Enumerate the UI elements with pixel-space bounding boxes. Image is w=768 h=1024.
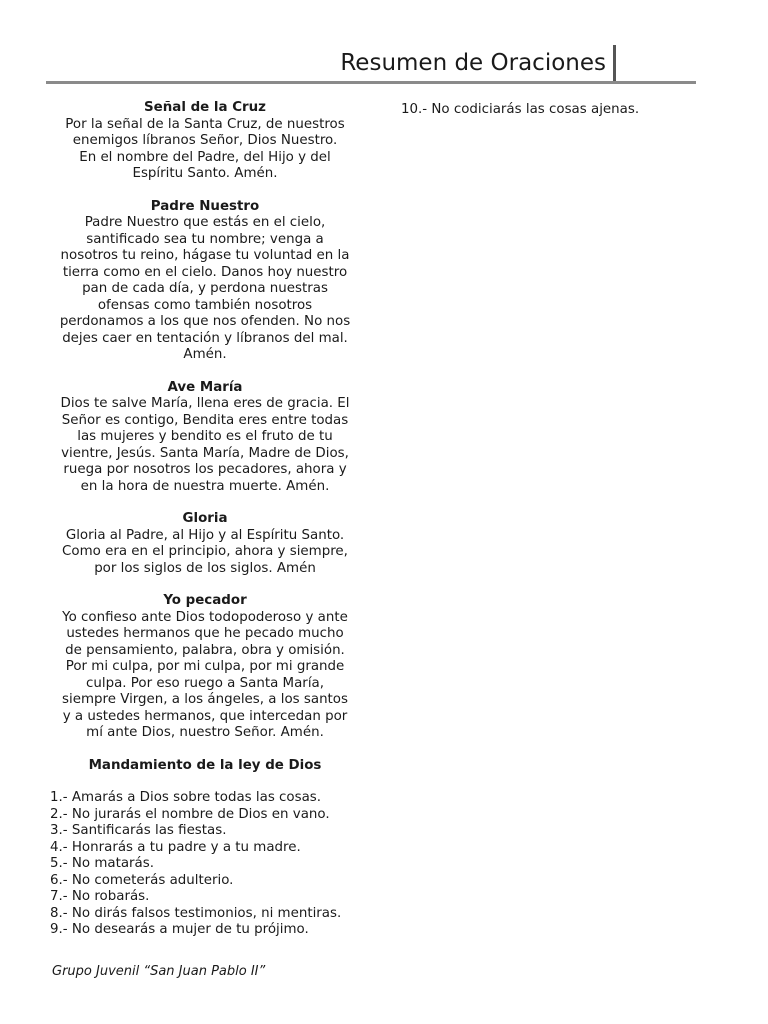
prayer-title: Yo pecador [163, 593, 247, 608]
commandment-item: 3.- Santificarás las fiestas. [50, 823, 227, 838]
prayer-line: en la hora de nuestra muerte. Amén. [80, 478, 330, 494]
prayer-line: Padre Nuestro que estás en el cielo, [84, 215, 326, 230]
prayer-title: Señal de la Cruz [144, 100, 266, 115]
prayer-line: vientre, Jesús. Santa María, Madre de Dios, [61, 445, 349, 461]
prayer-line: dejes caer en tentación y líbranos del mal. [62, 330, 348, 346]
prayer-line: Gloria al Padre, al Hijo y al Espíritu Santo. [65, 527, 345, 543]
header-divider [46, 81, 696, 84]
prayer-line: pan de cada día, y perdona nuestras [82, 281, 328, 296]
prayer-list [50, 100, 360, 742]
commandment-item: 7.- No robarás. [50, 889, 150, 904]
prayer-line: Señor es contigo, Bendita eres entre todas [61, 412, 349, 428]
prayer-block [50, 380, 360, 496]
right-column [401, 100, 731, 120]
commandment-item: 1.- Amarás a Dios sobre todas las cosas. [50, 790, 322, 805]
prayer-line: culpa. Por eso ruego a Santa María, [86, 675, 324, 691]
prayer-line: tierra como en el cielo. Danos hoy nuestro [62, 264, 348, 280]
prayer-line: ofensas como también nosotros [97, 297, 313, 313]
commandment-item: 10.- No codiciarás las cosas ajenas. [401, 102, 640, 117]
prayer-line: Por mi culpa, por mi culpa, por mi grande [65, 659, 345, 674]
commandment-list [50, 790, 360, 939]
prayer-block [50, 593, 360, 742]
prayer-line: ruega por nosotros los pecadores, ahora y [63, 462, 347, 477]
commandment-item: 8.- No dirás falsos testimonios, ni mentiras. [50, 905, 342, 921]
prayer-line: Yo confieso ante Dios todopoderoso y ante [62, 609, 348, 625]
footer-credit: Grupo Juvenil “San Juan Pablo II” [52, 964, 266, 979]
prayer-block [50, 100, 360, 183]
prayer-line: santificado sea tu nombre; venga a [86, 231, 324, 247]
prayer-line: Como era en el principio, ahora y siempre, [62, 544, 348, 559]
prayer-line: perdonamos a los que nos ofenden. No nos [59, 314, 351, 329]
commandment-item: 4.- Honrarás a tu padre y a tu madre. [50, 839, 301, 855]
prayer-line: Por la señal de la Santa Cruz, de nuestros [65, 116, 345, 132]
commandment-item: 6.- No cometerás adulterio. [50, 872, 234, 888]
prayer-line: ustedes hermanos que he pecado mucho [66, 626, 344, 641]
prayer-block [50, 199, 360, 364]
prayer-title: Ave María [167, 379, 243, 395]
prayer-title: Padre Nuestro [150, 198, 260, 214]
prayer-line: siempre Virgen, a los ángeles, a los santos [62, 692, 348, 707]
left-column [50, 100, 360, 939]
commandment-item: 5.- No matarás. [50, 856, 154, 871]
prayer-line: En el nombre del Padre, del Hijo y del [79, 149, 331, 165]
page-title: Resumen de Oraciones [340, 50, 606, 76]
prayer-line: Dios te salve María, llena eres de gracia. El [60, 396, 350, 411]
prayer-line: nosotros tu reino, hágase tu voluntad en la [60, 248, 350, 263]
prayer-line: enemigos líbranos Señor, Dios Nuestro. [72, 133, 338, 148]
prayer-block [50, 511, 360, 577]
header-accent-bar [613, 45, 616, 81]
commandments-title: Mandamiento de la ley de Dios [88, 757, 322, 773]
commandment-item: 2.- No jurarás el nombre de Dios en vano. [50, 806, 330, 822]
prayer-line: las mujeres y bendito es el fruto de tu [77, 429, 333, 444]
commandment-item: 9.- No desearás a mujer de tu prójimo. [50, 922, 309, 937]
prayer-line: de pensamiento, palabra, obra y omisión. [65, 642, 345, 658]
prayer-line: mí ante Dios, nuestro Señor. Amén. [86, 725, 324, 740]
prayer-line: por los siglos de los siglos. Amén [94, 560, 316, 576]
prayer-title: Gloria [182, 511, 228, 526]
prayer-line: Espíritu Santo. Amén. [132, 166, 278, 181]
prayer-line: Amén. [183, 347, 227, 362]
prayer-line: y a ustedes hermanos, que intercedan por [62, 708, 348, 724]
